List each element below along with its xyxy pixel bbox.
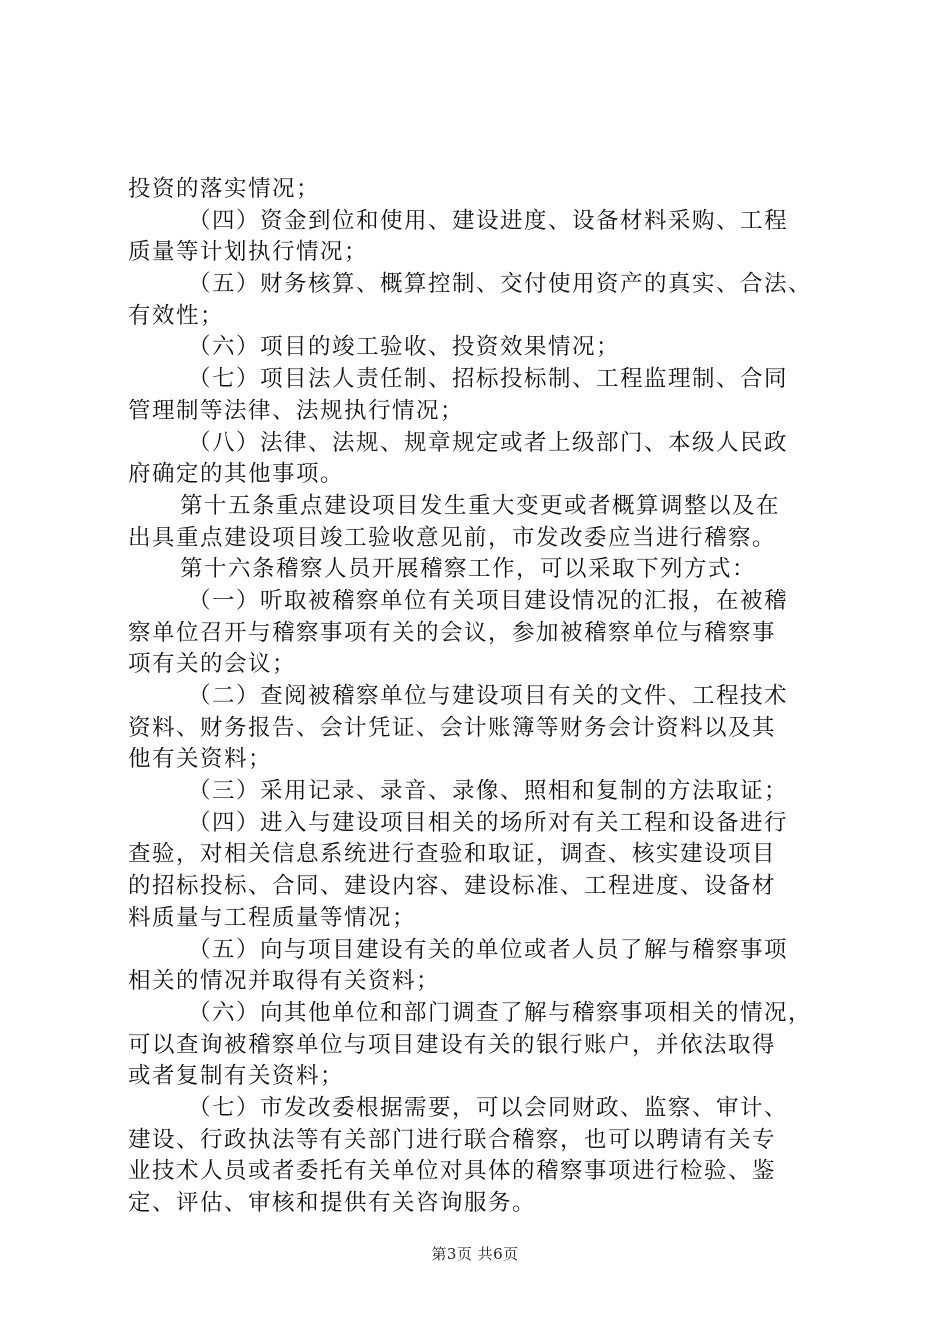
text-line: （五）向与项目建设有关的单位或者人员了解与稽察事项 bbox=[188, 936, 789, 963]
text-line: （五）财务核算、概算控制、交付使用资产的真实、合法、 bbox=[188, 271, 813, 298]
text-line: （六）项目的竣工验收、投资效果情况； bbox=[188, 334, 621, 361]
text-line: （四）进入与建设项目相关的场所对有关工程和设备进行 bbox=[188, 809, 789, 836]
text-line: （一）听取被稽察单位有关项目建设情况的汇报，在被稽 bbox=[188, 587, 789, 614]
text-line: 查验，对相关信息系统进行查验和取证，调查、核实建设项目 bbox=[128, 841, 777, 868]
document-body bbox=[128, 174, 852, 1220]
text-line: 定、评估、审核和提供有关咨询服务。 bbox=[128, 1190, 537, 1216]
text-line: 管理制等法律、法规执行情况； bbox=[128, 397, 465, 424]
text-line: 的招标投标、合同、建设内容、建设标准、工程进度、设备材 bbox=[128, 873, 777, 900]
page-number: 第3页 共6页 bbox=[431, 1245, 519, 1263]
text-line: 他有关资料； bbox=[128, 746, 273, 773]
text-line: 府确定的其他事项。 bbox=[128, 461, 345, 488]
text-line: （七）市发改委根据需要，可以会同财政、监察、审计、 bbox=[188, 1094, 789, 1121]
text-line: （八）法律、法规、规章规定或者上级部门、本级人民政 bbox=[188, 429, 789, 456]
text-line: （三）采用记录、录音、录像、照相和复制的方法取证； bbox=[188, 778, 789, 805]
text-line: 建设、行政执法等有关部门进行联合稽察，也可以聘请有关专 bbox=[128, 1126, 777, 1153]
text-line: （二）查阅被稽察单位与建设项目有关的文件、工程技术 bbox=[188, 683, 789, 709]
text-line: 料质量与工程质量等情况； bbox=[128, 904, 417, 931]
text-line: 资料、财务报告、会计凭证、会计账簿等财务会计资料以及其 bbox=[128, 714, 777, 741]
text-line: （七）项目法人责任制、招标投标制、工程监理制、合同 bbox=[188, 366, 789, 393]
text-line: 相关的情况并取得有关资料； bbox=[128, 968, 441, 995]
text-line: 业技术人员或者委托有关单位对具体的稽察事项进行检验、鉴 bbox=[128, 1158, 777, 1185]
text-line: 第十五条重点建设项目发生重大变更或者概算调整以及在 bbox=[180, 492, 781, 519]
text-line: 项有关的会议； bbox=[128, 651, 297, 678]
text-line: 第十六条稽察人员开展稽察工作，可以采取下列方式： bbox=[180, 556, 757, 583]
text-line: 可以查询被稽察单位与项目建设有关的银行账户，并依法取得 bbox=[128, 1031, 777, 1058]
text-line: 察单位召开与稽察事项有关的会议，参加被稽察单位与稽察事 bbox=[128, 619, 777, 646]
text-line: 质量等计划执行情况； bbox=[128, 239, 369, 266]
text-line: 或者复制有关资料； bbox=[128, 1063, 345, 1090]
text-line: （四）资金到位和使用、建设进度、设备材料采购、工程 bbox=[188, 207, 789, 234]
text-line: 投资的落实情况； bbox=[128, 176, 321, 202]
text-line: （六）向其他单位和部门调查了解与稽察事项相关的情况， bbox=[188, 999, 813, 1026]
text-line: 出具重点建设项目竣工验收意见前，市发改委应当进行稽察。 bbox=[128, 524, 777, 551]
text-line: 有效性； bbox=[128, 302, 225, 329]
